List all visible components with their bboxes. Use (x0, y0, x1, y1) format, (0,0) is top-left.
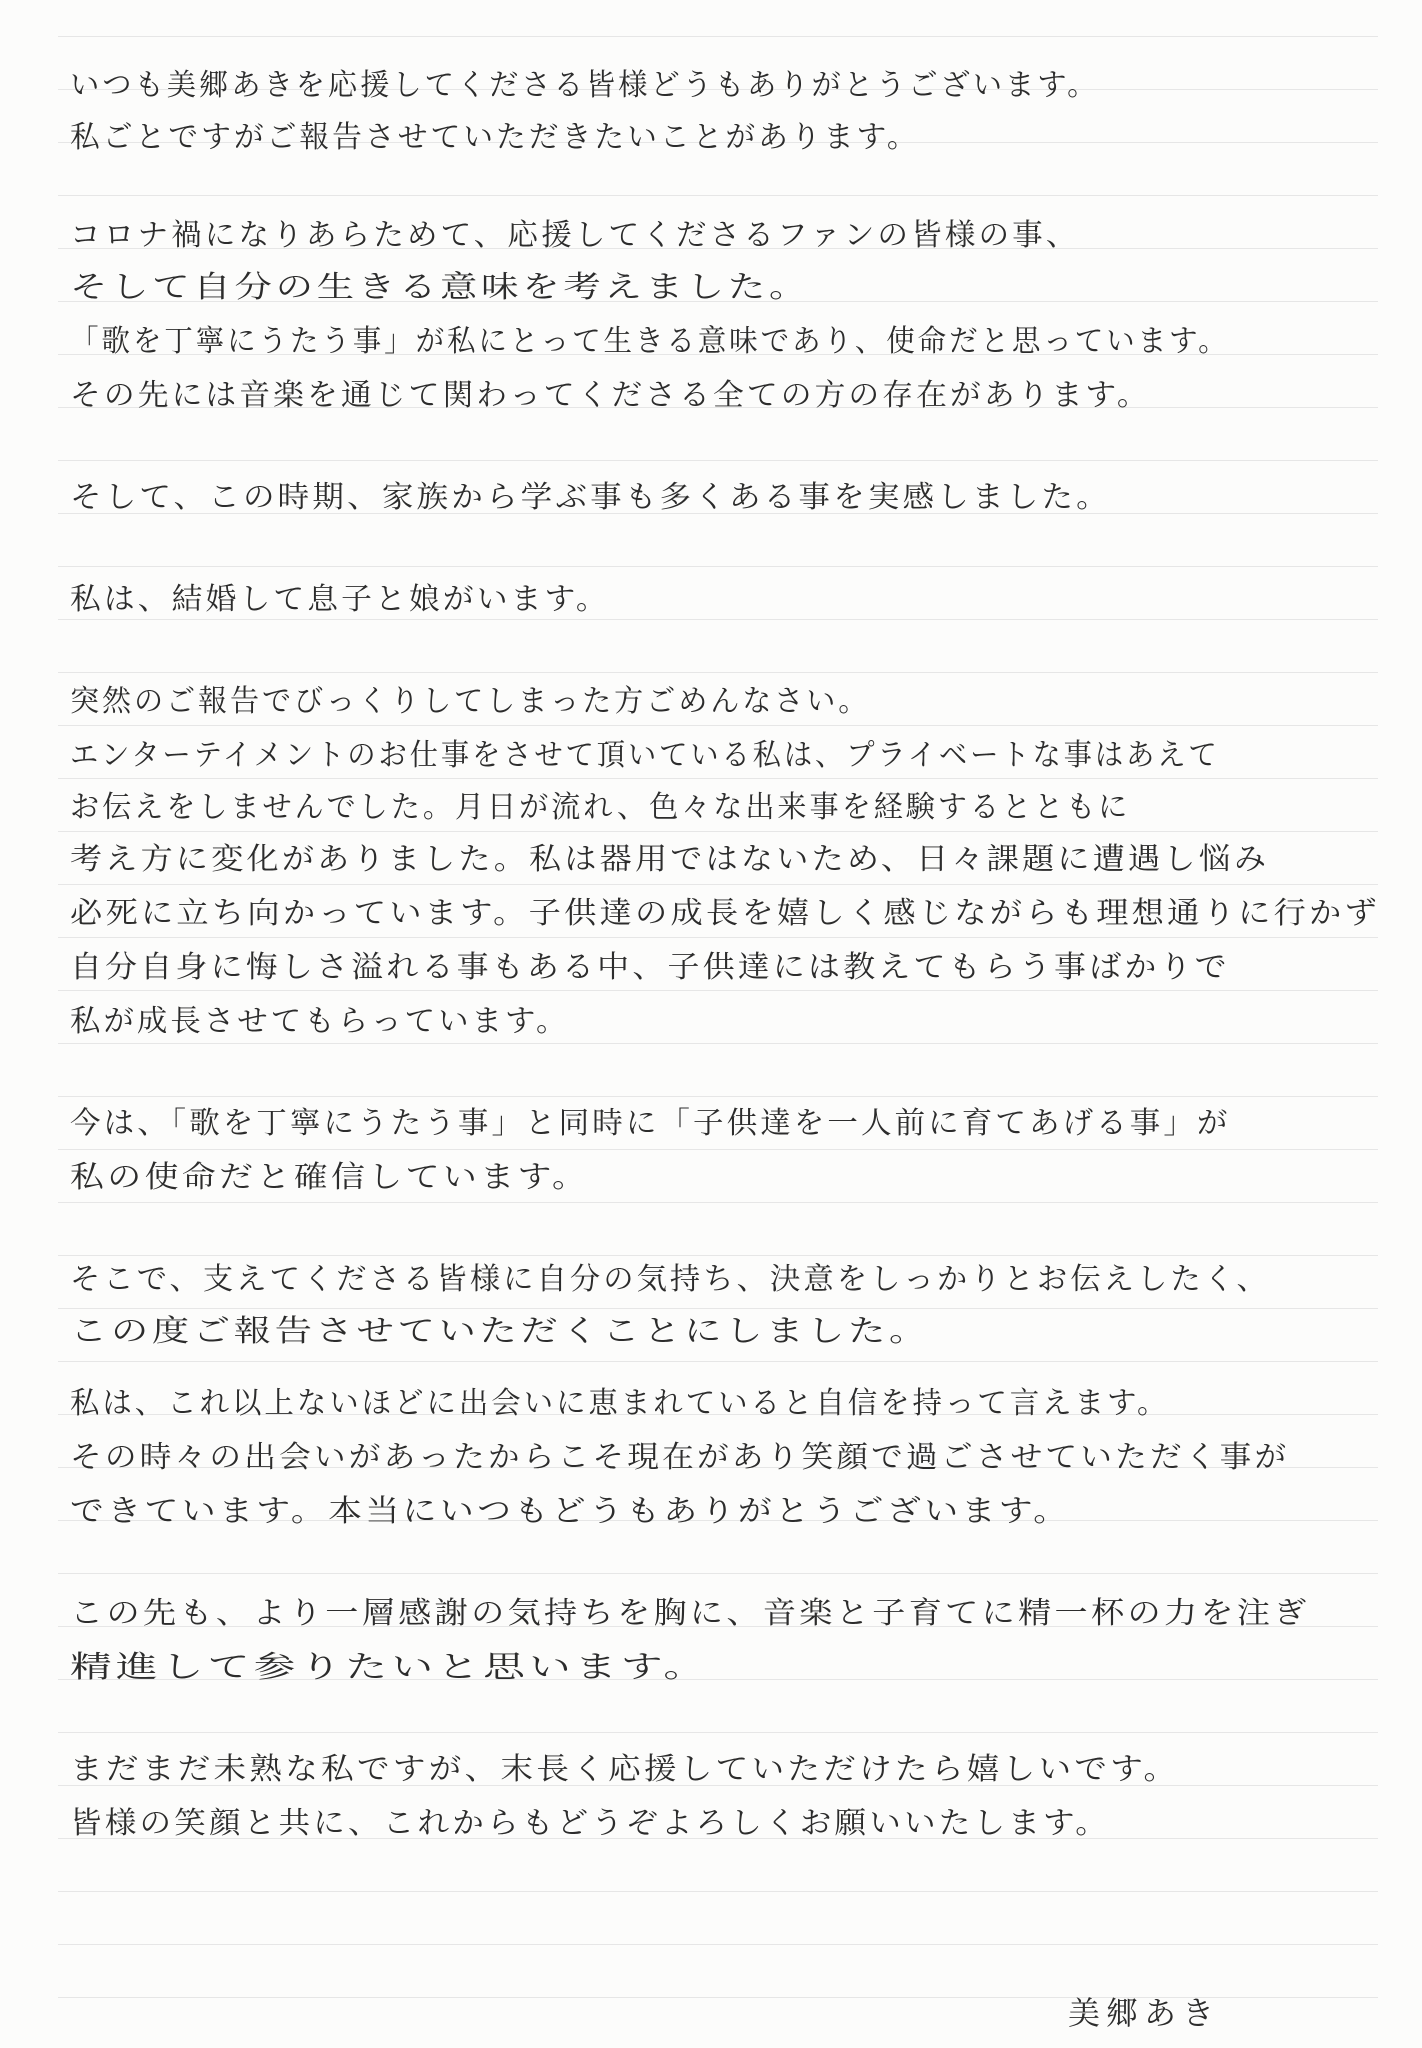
ruled-line (58, 566, 1378, 567)
letter-line: 皆様の笑顔と共に、これからもどうぞよろしくお願いいたします。 (70, 1806, 1110, 1841)
ruled-line (58, 937, 1378, 938)
letter-line: 精進して参りたいと思います。 (70, 1650, 710, 1685)
letter-line: この先も、より一層感謝の気持ちを胸に、音楽と子育てに精一杯の力を注ぎ (70, 1596, 1310, 1631)
letter-line: 私の使命だと確信しています。 (70, 1160, 590, 1195)
letter-line: 私が成長させてもらっています。 (70, 1004, 570, 1039)
ruled-line (58, 831, 1378, 832)
letter-line: 「歌を丁寧にうたう事」が私にとって生きる意味であり、使命だと思っています。 (70, 324, 1230, 359)
letter-line: エンターテイメントのお仕事をさせて頂いている私は、プライベートな事はあえて (70, 738, 1220, 773)
ruled-line (58, 1149, 1378, 1150)
ruled-line (58, 672, 1378, 673)
letter-line: そこで、支えてくださる皆様に自分の気持ち、決意をしっかりとお伝えしたく、 (70, 1262, 1270, 1297)
letter-line: その時々の出会いがあったからこそ現在があり笑顔で過ごさせていただく事が (70, 1440, 1290, 1475)
letter-line: 突然のご報告でびっくりしてしまった方ごめんなさい。 (70, 684, 871, 719)
ruled-line (58, 619, 1378, 620)
letter-line: いつも美郷あきを応援してくださる皆様どうもありがとうございます。 (70, 68, 1100, 103)
ruled-line (58, 1202, 1378, 1203)
ruled-line (58, 1944, 1378, 1945)
letter-line: 今は、「歌を丁寧にうたう事」と同時に「子供達を一人前に育てあげる事」が (70, 1106, 1231, 1141)
ruled-line (58, 1096, 1378, 1097)
ruled-line (58, 778, 1378, 779)
ruled-line (58, 1043, 1378, 1044)
letter-line: その先には音楽を通じて関わってくださる全ての方の存在があります。 (70, 378, 1151, 413)
ruled-line (58, 884, 1378, 885)
letter-line: 私は、結婚して息子と娘がいます。 (70, 582, 610, 617)
ruled-line (58, 195, 1378, 196)
ruled-line (58, 1732, 1378, 1733)
letter-line: 私ごとですがご報告させていただきたいことがあります。 (70, 120, 920, 155)
letter-line: 考え方に変化がありました。私は器用ではないため、日々課題に遭遇し悩み (70, 842, 1270, 877)
ruled-line (58, 460, 1378, 461)
ruled-line (58, 1361, 1378, 1362)
letter-line: そして自分の生きる意味を考えました。 (70, 270, 811, 305)
letter-line: この度ご報告させていただくことにしました。 (70, 1314, 931, 1349)
ruled-line (58, 36, 1378, 37)
letter-line: お伝えをしませんでした。月日が流れ、色々な出来事を経験するとともに (70, 790, 1131, 825)
letter-line: まだまだ未熟な私ですが、末長く応援していただけたら嬉しいです。 (70, 1752, 1180, 1787)
ruled-line (58, 725, 1378, 726)
letter-line: 私は、これ以上ないほどに出会いに恵まれていると自信を持って言えます。 (70, 1386, 1170, 1421)
letter-line: そして、この時期、家族から学ぶ事も多くある事を実感しました。 (70, 480, 1111, 515)
ruled-line (58, 990, 1378, 991)
letter-line: 必死に立ち向かっています。子供達の成長を嬉しく感じながらも理想通りに行かず (70, 896, 1381, 931)
letter-line: コロナ禍になりあらためて、応援してくださるファンの皆様の事、 (70, 218, 1080, 253)
ruled-line (58, 1573, 1378, 1574)
signature: 美郷あき (1068, 1994, 1221, 2032)
ruled-line (58, 1891, 1378, 1892)
letter-line: できています。本当にいつもどうもありがとうございます。 (70, 1494, 1071, 1529)
letter-line: 自分自身に悔しさ溢れる事もある中、子供達には教えてもらう事ばかりで (70, 950, 1230, 985)
